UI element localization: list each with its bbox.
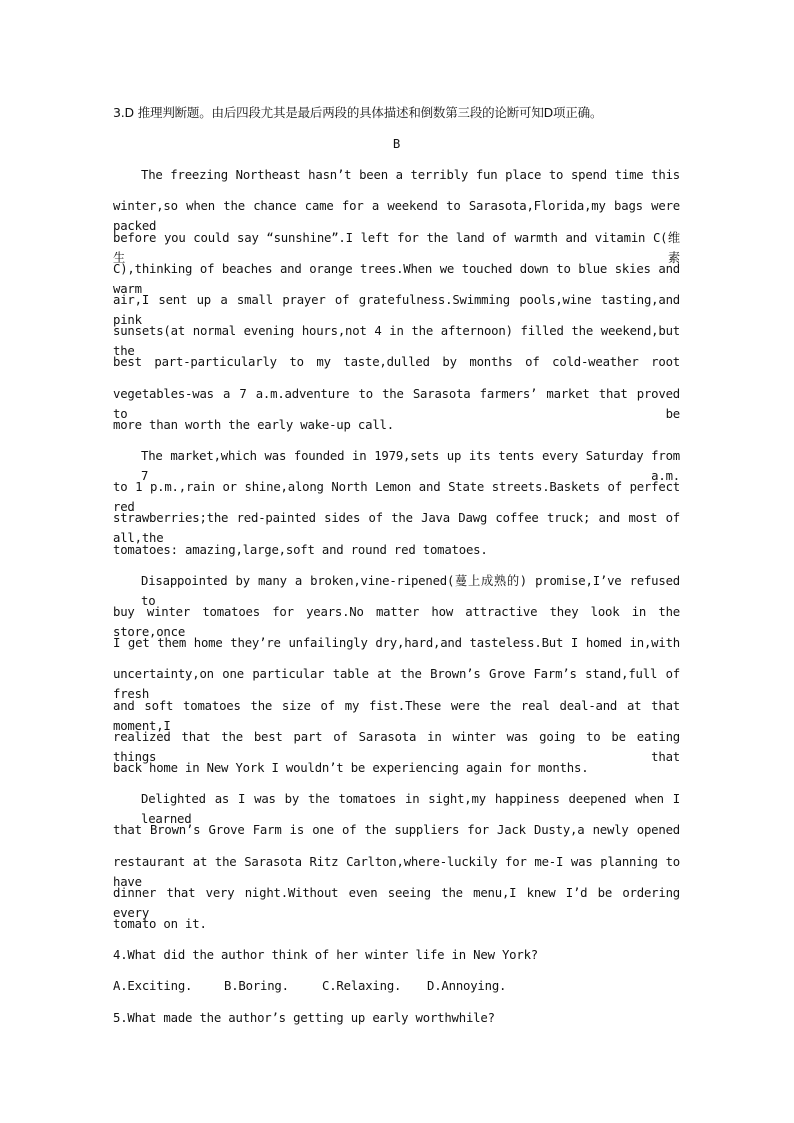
option-d: D.Annoying. (427, 979, 507, 993)
text-line: The market,which was founded in 1979,sets up its tents every Saturday from 7 a.m. (141, 449, 680, 483)
text-line: Delighted as I was by the tomatoes in sight,my happiness deepened when I learned (141, 792, 680, 826)
text-line: sunsets(at normal evening hours,not 4 in the afternoon) filled the weekend,but the (113, 324, 680, 358)
text-line: before you could say “sunshine”.I left for the land of warmth and vitamin C(维生素 (113, 231, 680, 265)
text-line: best part-particularly to my taste,dulled by months of cold-weather root (113, 355, 680, 369)
text-line: C),thinking of beaches and orange trees.When we touched down to blue skies and warm (113, 262, 680, 296)
text-line: air,I sent up a small prayer of gratefulness.Swimming pools,wine tasting,and pink (113, 293, 680, 327)
option-c: C.Relaxing. (322, 979, 402, 993)
text-line: to 1 p.m.,rain or shine,along North Lemon and State streets.Baskets of perfect red (113, 480, 680, 514)
text-line: restaurant at the Sarasota Ritz Carlton,where-luckily for me-I was planning to have (113, 855, 680, 889)
text-line: The freezing Northeast hasn’t been a terribly fun place to spend time this (141, 168, 680, 182)
text-line: buy winter tomatoes for years.No matter how attractive they look in the store,once (113, 605, 680, 639)
option-a: A.Exciting. (113, 979, 193, 993)
text-line: and soft tomatoes the size of my fist.These were the real deal-and at that moment,I (113, 699, 680, 733)
option-b: B.Boring. (224, 979, 289, 993)
text-line: back home in New York I wouldn’t be experiencing again for months. (113, 761, 589, 775)
question-stem: 4.What did the author think of her winter life in New York? (113, 948, 538, 962)
text-line: I get them home they’re unfailingly dry,hard,and tasteless.But I homed in,with (113, 636, 680, 650)
text-line: winter,so when the chance came for a weekend to Sarasota,Florida,my bags were packed (113, 199, 680, 233)
text-line: tomato on it. (113, 917, 207, 931)
text-line: tomatoes: amazing,large,soft and round red tomatoes. (113, 543, 488, 557)
answer-explanation: 3.D 推理判断题。由后四段尤其是最后两段的具体描述和倒数第三段的论断可知D项正确。 (113, 105, 603, 120)
text-line: strawberries;the red-painted sides of the Java Dawg coffee truck; and most of all,the (113, 511, 680, 545)
text-line: realized that the best part of Sarasota in winter was going to be eating things that (113, 730, 680, 764)
text-line: more than worth the early wake-up call. (113, 418, 394, 432)
text-line: Disappointed by many a broken,vine-ripened(蔓上成熟的) promise,I’ve refused to (141, 574, 680, 608)
section-label: B (392, 137, 401, 151)
question-stem: 5.What made the author’s getting up early worthwhile? (113, 1011, 495, 1025)
text-line: that Brown’s Grove Farm is one of the suppliers for Jack Dusty,a newly opened (113, 823, 680, 837)
text-line: dinner that very night.Without even seeing the menu,I knew I’d be ordering every (113, 886, 680, 920)
text-line: uncertainty,on one particular table at the Brown’s Grove Farm’s stand,full of fresh (113, 667, 680, 701)
text-line: vegetables-was a 7 a.m.adventure to the Sarasota farmers’ market that proved to be (113, 387, 680, 421)
